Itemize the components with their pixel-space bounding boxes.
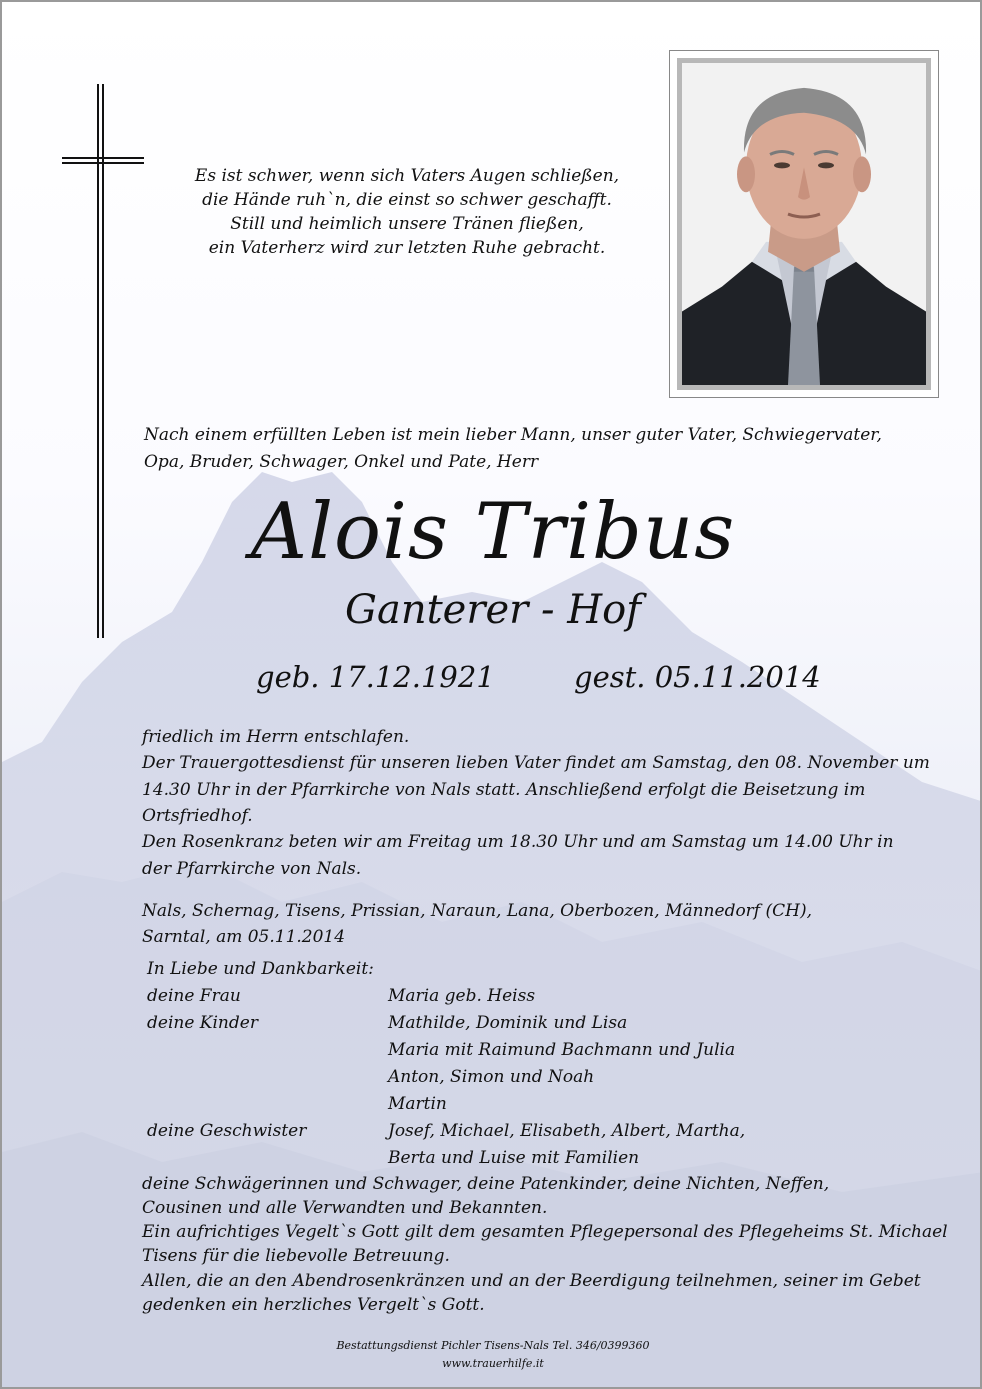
- announcement-line: 14.30 Uhr in der Pfarrkirche von Nals statt. Anschließend erfolgt die Beisetzung im: [142, 779, 866, 800]
- announcement-line: Ortsfriedhof.: [142, 806, 253, 827]
- announcement-line: Den Rosenkranz beten wir am Freitag um 18.30 Uhr und am Samstag um 14.00 Uhr in: [142, 832, 894, 853]
- family-role: deine Kinder: [147, 1013, 258, 1033]
- family-names: Mathilde, Dominik und Lisa: [388, 1013, 628, 1033]
- service-announcement: [142, 724, 942, 882]
- memorial-poem: [162, 164, 652, 261]
- website-link[interactable]: www.trauerhilfe.it: [442, 1356, 544, 1370]
- intro-text: [144, 422, 904, 476]
- cross-horizontal-line-1: [62, 157, 144, 159]
- family-row: [147, 983, 907, 1010]
- closing-line: Allen, die an den Abendrosenkränzen und an der Beerdigung teilnehmen, seiner im Gebet: [142, 1270, 921, 1291]
- poem-line: Es ist schwer, wenn sich Vaters Augen schließen,: [194, 166, 620, 186]
- funeral-service-info: Bestattungsdienst Pichler Tisens-Nals Tel. 346/0399360: [336, 1339, 650, 1352]
- family-role: deine Frau: [147, 986, 241, 1006]
- family-row: [147, 1037, 907, 1064]
- announcement-line: friedlich im Herrn entschlafen.: [142, 727, 410, 747]
- family-names: Anton, Simon und Noah: [388, 1067, 595, 1087]
- birth-date: geb. 17.12.1921: [256, 660, 495, 694]
- intro-line: Opa, Bruder, Schwager, Onkel und Pate, Herr: [144, 452, 539, 473]
- closing-line: Tisens für die liebevolle Betreuung.: [142, 1246, 450, 1267]
- farm-name: Ganterer - Hof: [345, 587, 641, 633]
- family-intro: In Liebe und Dankbarkeit:: [147, 959, 374, 979]
- closing-line: gedenken ein herzliches Vergelt`s Gott.: [142, 1294, 485, 1315]
- family-row: [147, 1064, 907, 1091]
- family-row: [147, 1118, 907, 1145]
- portrait-photo-image: [682, 63, 926, 385]
- announcement-line: Der Trauergottesdienst für unseren lieben Vater findet am Samstag, den 08. November um: [142, 753, 930, 774]
- places-and-date: [142, 898, 942, 951]
- family-names: Maria mit Raimund Bachmann und Julia: [388, 1040, 736, 1060]
- deceased-name: Alois Tribus: [250, 487, 736, 577]
- closing-line: deine Schwägerinnen und Schwager, deine Patenkinder, deine Nichten, Neffen,: [142, 1174, 830, 1194]
- places-line: Sarntal, am 05.11.2014: [142, 927, 346, 948]
- portrait-photo-frame: [669, 50, 939, 398]
- family-row: [147, 1091, 907, 1118]
- family-row: [147, 1010, 907, 1037]
- portrait-photo: [682, 63, 926, 385]
- places-line: Nals, Schernag, Tisens, Prissian, Naraun, Lana, Oberbozen, Männedorf (CH),: [142, 901, 813, 921]
- family-row: [147, 1145, 907, 1172]
- life-dates: [256, 660, 821, 704]
- photo-mat: [677, 58, 931, 390]
- family-role: deine Geschwister: [147, 1121, 307, 1141]
- family-names: Berta und Luise mit Familien: [388, 1148, 640, 1168]
- closing-line: Cousinen und alle Verwandten und Bekannten.: [142, 1198, 548, 1219]
- cross-horizontal-line-2: [62, 162, 144, 164]
- intro-line: Nach einem erfüllten Leben ist mein lieber Mann, unser guter Vater, Schwiegervater,: [144, 425, 882, 445]
- closing-line: Ein aufrichtiges Vegelt`s Gott gilt dem gesamten Pflegepersonal des Pflegeheims St. Michael: [142, 1222, 948, 1243]
- poem-line: Still und heimlich unsere Tränen fließen,: [230, 214, 584, 235]
- poem-line: ein Vaterherz wird zur letzten Ruhe gebracht.: [208, 238, 606, 259]
- death-date: gest. 05.11.2014: [574, 660, 821, 694]
- family-names: Josef, Michael, Elisabeth, Albert, Martha,: [388, 1121, 746, 1141]
- announcement-line: der Pfarrkirche von Nals.: [142, 858, 362, 879]
- family-names: Maria geb. Heiss: [388, 986, 536, 1006]
- footer: [2, 1337, 982, 1372]
- family-names: Martin: [388, 1094, 447, 1114]
- poem-line: die Hände ruh`n, die einst so schwer geschafft.: [202, 190, 612, 211]
- family-list: [147, 983, 907, 1172]
- closing-thanks: [142, 1172, 962, 1317]
